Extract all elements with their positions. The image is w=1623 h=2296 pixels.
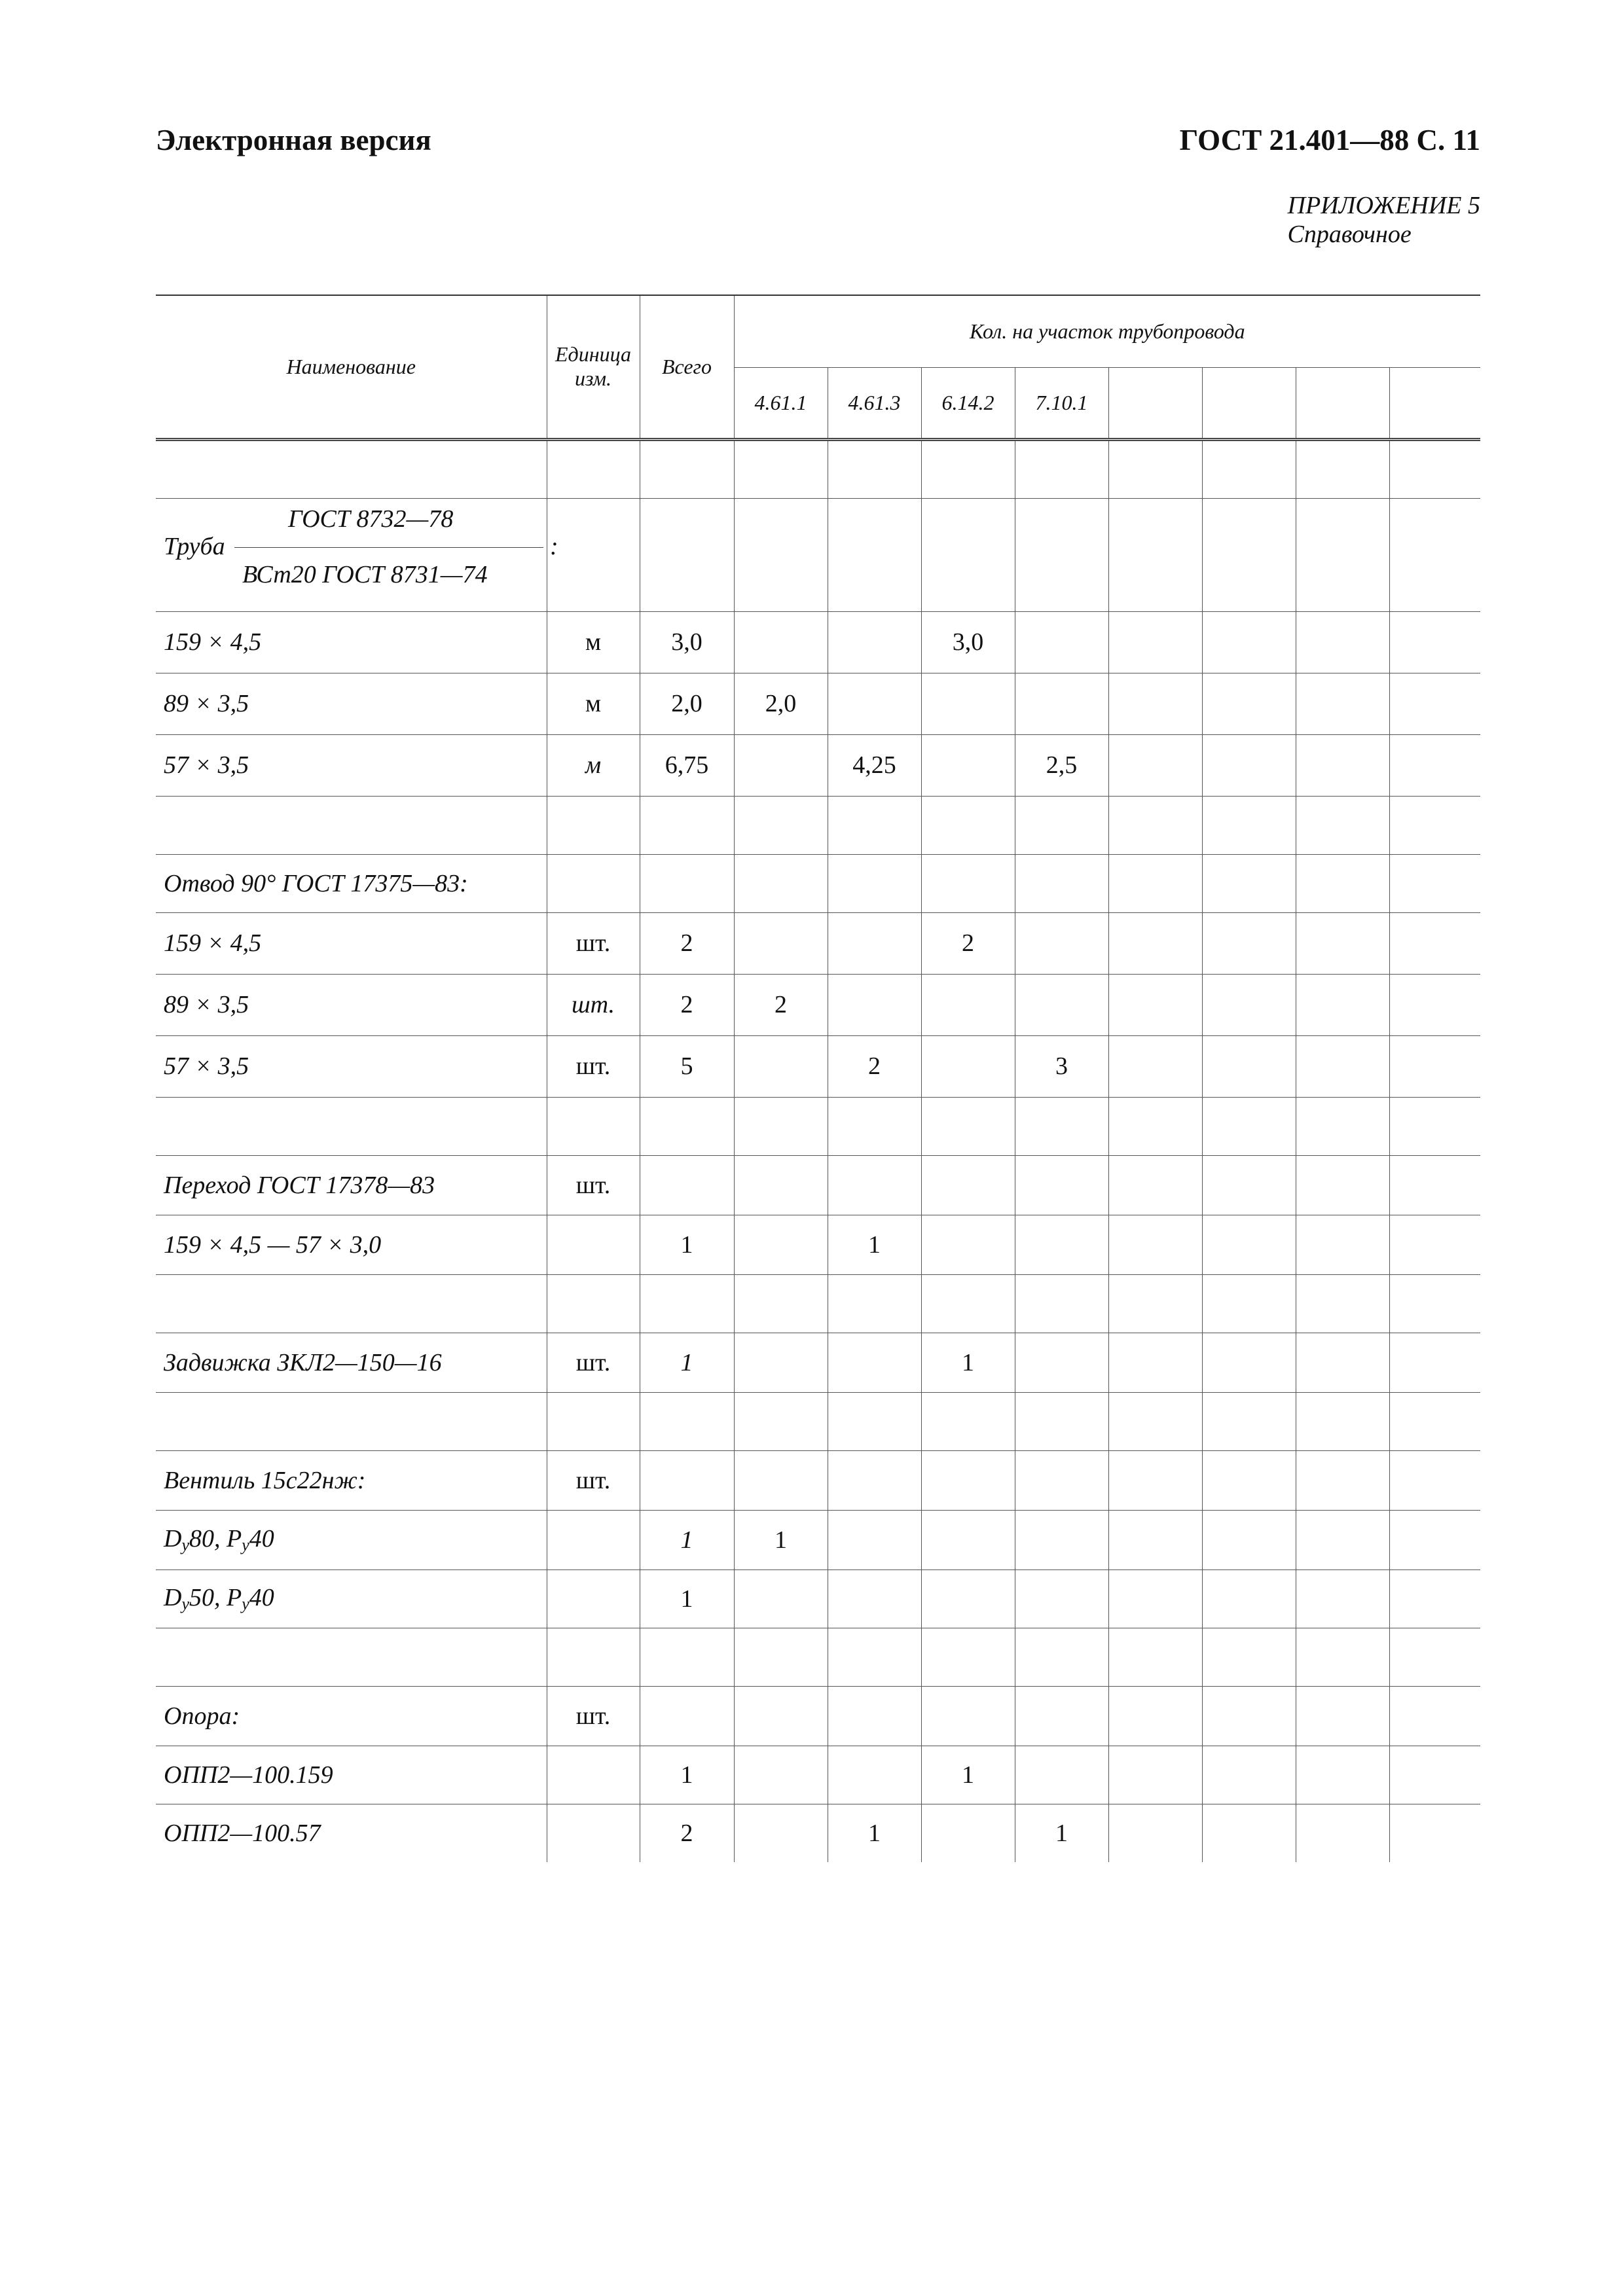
row-total: 6,75 (640, 734, 734, 796)
row-cell (828, 1746, 921, 1804)
row-cell (921, 1450, 1015, 1510)
table-row (156, 1035, 1480, 1097)
row-total: 1 (640, 1510, 734, 1570)
row-unit (547, 1510, 640, 1570)
table-row (156, 1686, 1480, 1746)
pipe-colon: : (550, 532, 558, 560)
row-total (640, 1155, 734, 1215)
col-header-unit (547, 295, 640, 439)
table-row (156, 1333, 1480, 1392)
row-total: 5 (640, 1035, 734, 1097)
table-row (156, 673, 1480, 734)
row-total (640, 854, 734, 912)
pipe-word: Труба (164, 532, 225, 560)
row-cell: 4,25 (828, 734, 921, 796)
row-cell (734, 1215, 828, 1274)
col-header-section (1202, 367, 1296, 439)
row-cell (1015, 1333, 1108, 1392)
blank-row (156, 1628, 1480, 1686)
row-cell (1015, 1686, 1108, 1746)
row-name: Dу50, Pу40 (156, 1570, 547, 1628)
row-name: Переход ГОСТ 17378—83 (156, 1155, 547, 1215)
row-cell (921, 1686, 1015, 1746)
row-cell (734, 1804, 828, 1862)
row-name: 57 × 3,5 (156, 1035, 547, 1097)
table-row (156, 854, 1480, 912)
row-name: Задвижка ЗКЛ2—150—16 (156, 1333, 547, 1392)
row-total: 2 (640, 912, 734, 974)
row-cell (1015, 1155, 1108, 1215)
col-header-section: 6.14.2 (921, 367, 1015, 439)
row-cell: 3 (1015, 1035, 1108, 1097)
blank-row (156, 1392, 1480, 1450)
row-cell: 2 (734, 974, 828, 1035)
row-unit: шт. (547, 912, 640, 974)
row-unit (547, 1804, 640, 1862)
row-cell: 3,0 (921, 611, 1015, 673)
row-name: 159 × 4,5 — 57 × 3,0 (156, 1215, 547, 1274)
row-name: 57 × 3,5 (156, 734, 547, 796)
row-cell: 2 (921, 912, 1015, 974)
row-cell (921, 974, 1015, 1035)
pipe-standard-bottom: ВСт20 ГОСТ 8731—74 (242, 560, 488, 588)
col-header-total: Всего (640, 295, 734, 439)
row-cell: 1 (921, 1746, 1015, 1804)
row-cell (1015, 974, 1108, 1035)
row-cell (828, 1450, 921, 1510)
row-cell: 2,0 (734, 673, 828, 734)
blank-row (156, 439, 1480, 498)
row-unit: шт. (547, 1686, 640, 1746)
row-cell: 2 (828, 1035, 921, 1097)
row-cell (921, 673, 1015, 734)
row-cell (734, 1333, 828, 1392)
row-cell (828, 912, 921, 974)
row-cell (921, 734, 1015, 796)
col-header-section (1108, 367, 1202, 439)
fraction-bar (234, 547, 543, 548)
row-cell (1015, 1215, 1108, 1274)
row-cell (921, 1510, 1015, 1570)
row-cell (921, 1035, 1015, 1097)
row-unit: шт. (547, 1450, 640, 1510)
row-name: ОПП2—100.159 (156, 1746, 547, 1804)
table-row (156, 912, 1480, 974)
specification-table (156, 295, 1480, 1862)
table-row (156, 1804, 1480, 1862)
row-total: 2 (640, 1804, 734, 1862)
row-cell (828, 1333, 921, 1392)
row-cell (1015, 1450, 1108, 1510)
row-total: 1 (640, 1333, 734, 1392)
appendix-title: ПРИЛОЖЕНИЕ 5 (1287, 192, 1480, 219)
table-row (156, 1510, 1480, 1570)
row-unit: шт. (547, 1333, 640, 1392)
row-cell (734, 611, 828, 673)
col-header-section: 7.10.1 (1015, 367, 1108, 439)
row-name: ОПП2—100.57 (156, 1804, 547, 1862)
row-cell (734, 1450, 828, 1510)
page-header-right: ГОСТ 21.401—88 С. 11 (1179, 124, 1480, 156)
table-row (156, 1746, 1480, 1804)
table-row (156, 1155, 1480, 1215)
row-unit: шт. (547, 1035, 640, 1097)
row-cell (828, 1686, 921, 1746)
row-name: Вентиль 15с22нж: (156, 1450, 547, 1510)
row-cell (734, 1155, 828, 1215)
row-total: 2,0 (640, 673, 734, 734)
row-cell (1015, 1570, 1108, 1628)
col-header-name: Наименование (156, 295, 547, 439)
row-cell (1015, 912, 1108, 974)
row-total (640, 1450, 734, 1510)
appendix-label (1288, 191, 1480, 249)
col-header-unit-line1: Единица (555, 342, 631, 367)
row-cell (828, 1570, 921, 1628)
pipe-standard-top: ГОСТ 8732—78 (288, 505, 454, 533)
blank-row (156, 1097, 1480, 1155)
row-total (640, 1686, 734, 1746)
col-header-section (1389, 367, 1480, 439)
row-cell (1015, 611, 1108, 673)
table-row (156, 1215, 1480, 1274)
row-name: 89 × 3,5 (156, 974, 547, 1035)
row-unit (547, 1570, 640, 1628)
row-cell: 1 (828, 1215, 921, 1274)
row-cell (734, 1746, 828, 1804)
row-cell (828, 974, 921, 1035)
row-cell: 1 (734, 1510, 828, 1570)
row-total: 2 (640, 974, 734, 1035)
row-total: 1 (640, 1570, 734, 1628)
row-unit: шт. (547, 1155, 640, 1215)
row-cell (921, 1570, 1015, 1628)
row-total: 1 (640, 1215, 734, 1274)
row-total: 3,0 (640, 611, 734, 673)
appendix-subtitle: Справочное (1287, 221, 1412, 248)
col-header-section: 4.61.3 (828, 367, 921, 439)
col-header-section: 4.61.1 (734, 367, 828, 439)
row-unit (547, 1746, 640, 1804)
row-cell (921, 854, 1015, 912)
row-cell (828, 673, 921, 734)
row-cell: 2,5 (1015, 734, 1108, 796)
row-cell (734, 854, 828, 912)
row-cell (734, 1035, 828, 1097)
table-row (156, 1450, 1480, 1510)
col-header-section (1296, 367, 1389, 439)
row-cell (1015, 1746, 1108, 1804)
row-unit (547, 1215, 640, 1274)
row-cell (734, 734, 828, 796)
row-cell (828, 1155, 921, 1215)
col-header-unit-line2: изм. (574, 367, 612, 391)
header-row-1 (156, 295, 1480, 367)
row-cell (921, 1215, 1015, 1274)
row-cell (734, 1686, 828, 1746)
row-cell (734, 1570, 828, 1628)
pipe-heading-row (156, 498, 1480, 611)
row-cell: 1 (921, 1333, 1015, 1392)
page-header-left: Электронная версия (156, 124, 431, 156)
row-unit: м (547, 611, 640, 673)
row-name: 89 × 3,5 (156, 673, 547, 734)
table-row (156, 611, 1480, 673)
col-header-group: Кол. на участок трубопровода (734, 295, 1480, 367)
row-cell (921, 1804, 1015, 1862)
row-unit: шт. (547, 974, 640, 1035)
row-cell: 1 (828, 1804, 921, 1862)
row-name: Опора: (156, 1686, 547, 1746)
blank-row (156, 1274, 1480, 1333)
row-cell (828, 611, 921, 673)
row-name: 159 × 4,5 (156, 611, 547, 673)
table-row (156, 734, 1480, 796)
row-name: Dу80, Pу40 (156, 1510, 547, 1570)
row-name: 159 × 4,5 (156, 912, 547, 974)
row-cell: 1 (1015, 1804, 1108, 1862)
row-total: 1 (640, 1746, 734, 1804)
table-row (156, 1570, 1480, 1628)
row-unit: м (547, 673, 640, 734)
row-name: Отвод 90° ГОСТ 17375—83: (156, 854, 547, 912)
row-cell (921, 1155, 1015, 1215)
row-unit: м (547, 734, 640, 796)
row-cell (1015, 673, 1108, 734)
pipe-heading (156, 498, 558, 611)
row-cell (828, 1510, 921, 1570)
row-cell (734, 912, 828, 974)
table-row (156, 974, 1480, 1035)
row-cell (1015, 1510, 1108, 1570)
row-cell (828, 854, 921, 912)
row-cell (1015, 854, 1108, 912)
blank-row (156, 796, 1480, 854)
row-unit (547, 854, 640, 912)
